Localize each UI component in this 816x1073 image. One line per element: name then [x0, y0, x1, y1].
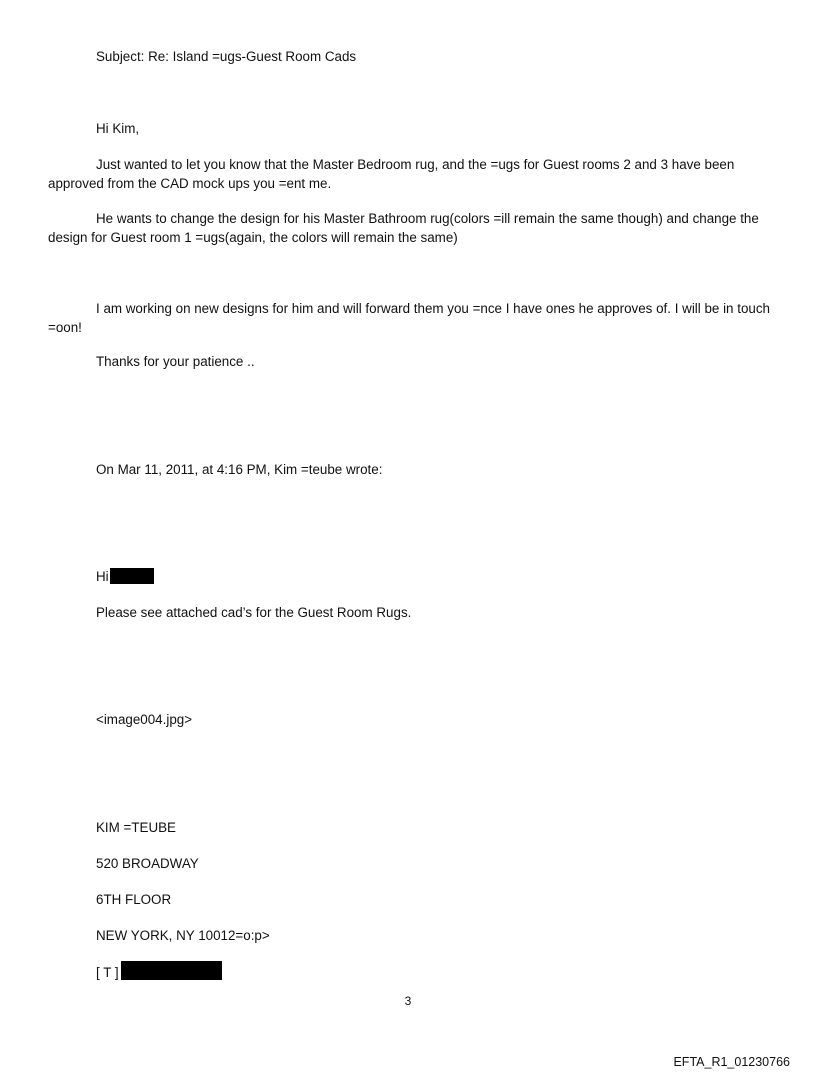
body-paragraph-2: He wants to change the design for his Master Bathroom rug(colors =ill remain the same though) and change the design for Guest room 1 =ugs(again, the colors will remain the same)	[48, 211, 759, 245]
attachment-placeholder: <image004.jpg>	[96, 712, 193, 727]
body-paragraph-1: Just wanted to let you know that the Master Bedroom rug, and the =ugs for Guest rooms 2 and 3 have been approved from the CAD mock ups you =ent me.	[48, 157, 735, 191]
email-subject: Subject: Re: Island =ugs-Guest Room Cads	[96, 49, 357, 64]
quoted-body: Please see attached cad’s for the Guest Room Rugs.	[96, 605, 412, 620]
signature-name: KIM =TEUBE	[96, 820, 176, 835]
email-thanks: Thanks for your patience ..	[96, 354, 255, 369]
phone-label: [ T ]	[96, 965, 119, 980]
body-paragraph-3: I am working on new designs for him and will forward them you =nce I have ones he approves of. I will be in touch =oon!	[48, 301, 770, 335]
quoted-greeting: Hi	[96, 569, 109, 584]
signature-address-line-3: NEW YORK, NY 10012=o:p>	[96, 928, 270, 943]
redaction-block	[110, 568, 154, 584]
signature-address-line-1: 520 BROADWAY	[96, 856, 199, 871]
page-number: 3	[404, 994, 412, 1008]
signature-address-line-2: 6TH FLOOR	[96, 892, 172, 907]
signature-phone-line	[96, 961, 222, 982]
quoted-greeting-line	[96, 568, 154, 586]
email-greeting: Hi Kim,	[96, 121, 140, 136]
quote-header: On Mar 11, 2011, at 4:16 PM, Kim =teube wrote:	[96, 462, 383, 477]
bates-number: EFTA_R1_01230766	[673, 1055, 790, 1069]
redaction-block	[121, 961, 222, 980]
